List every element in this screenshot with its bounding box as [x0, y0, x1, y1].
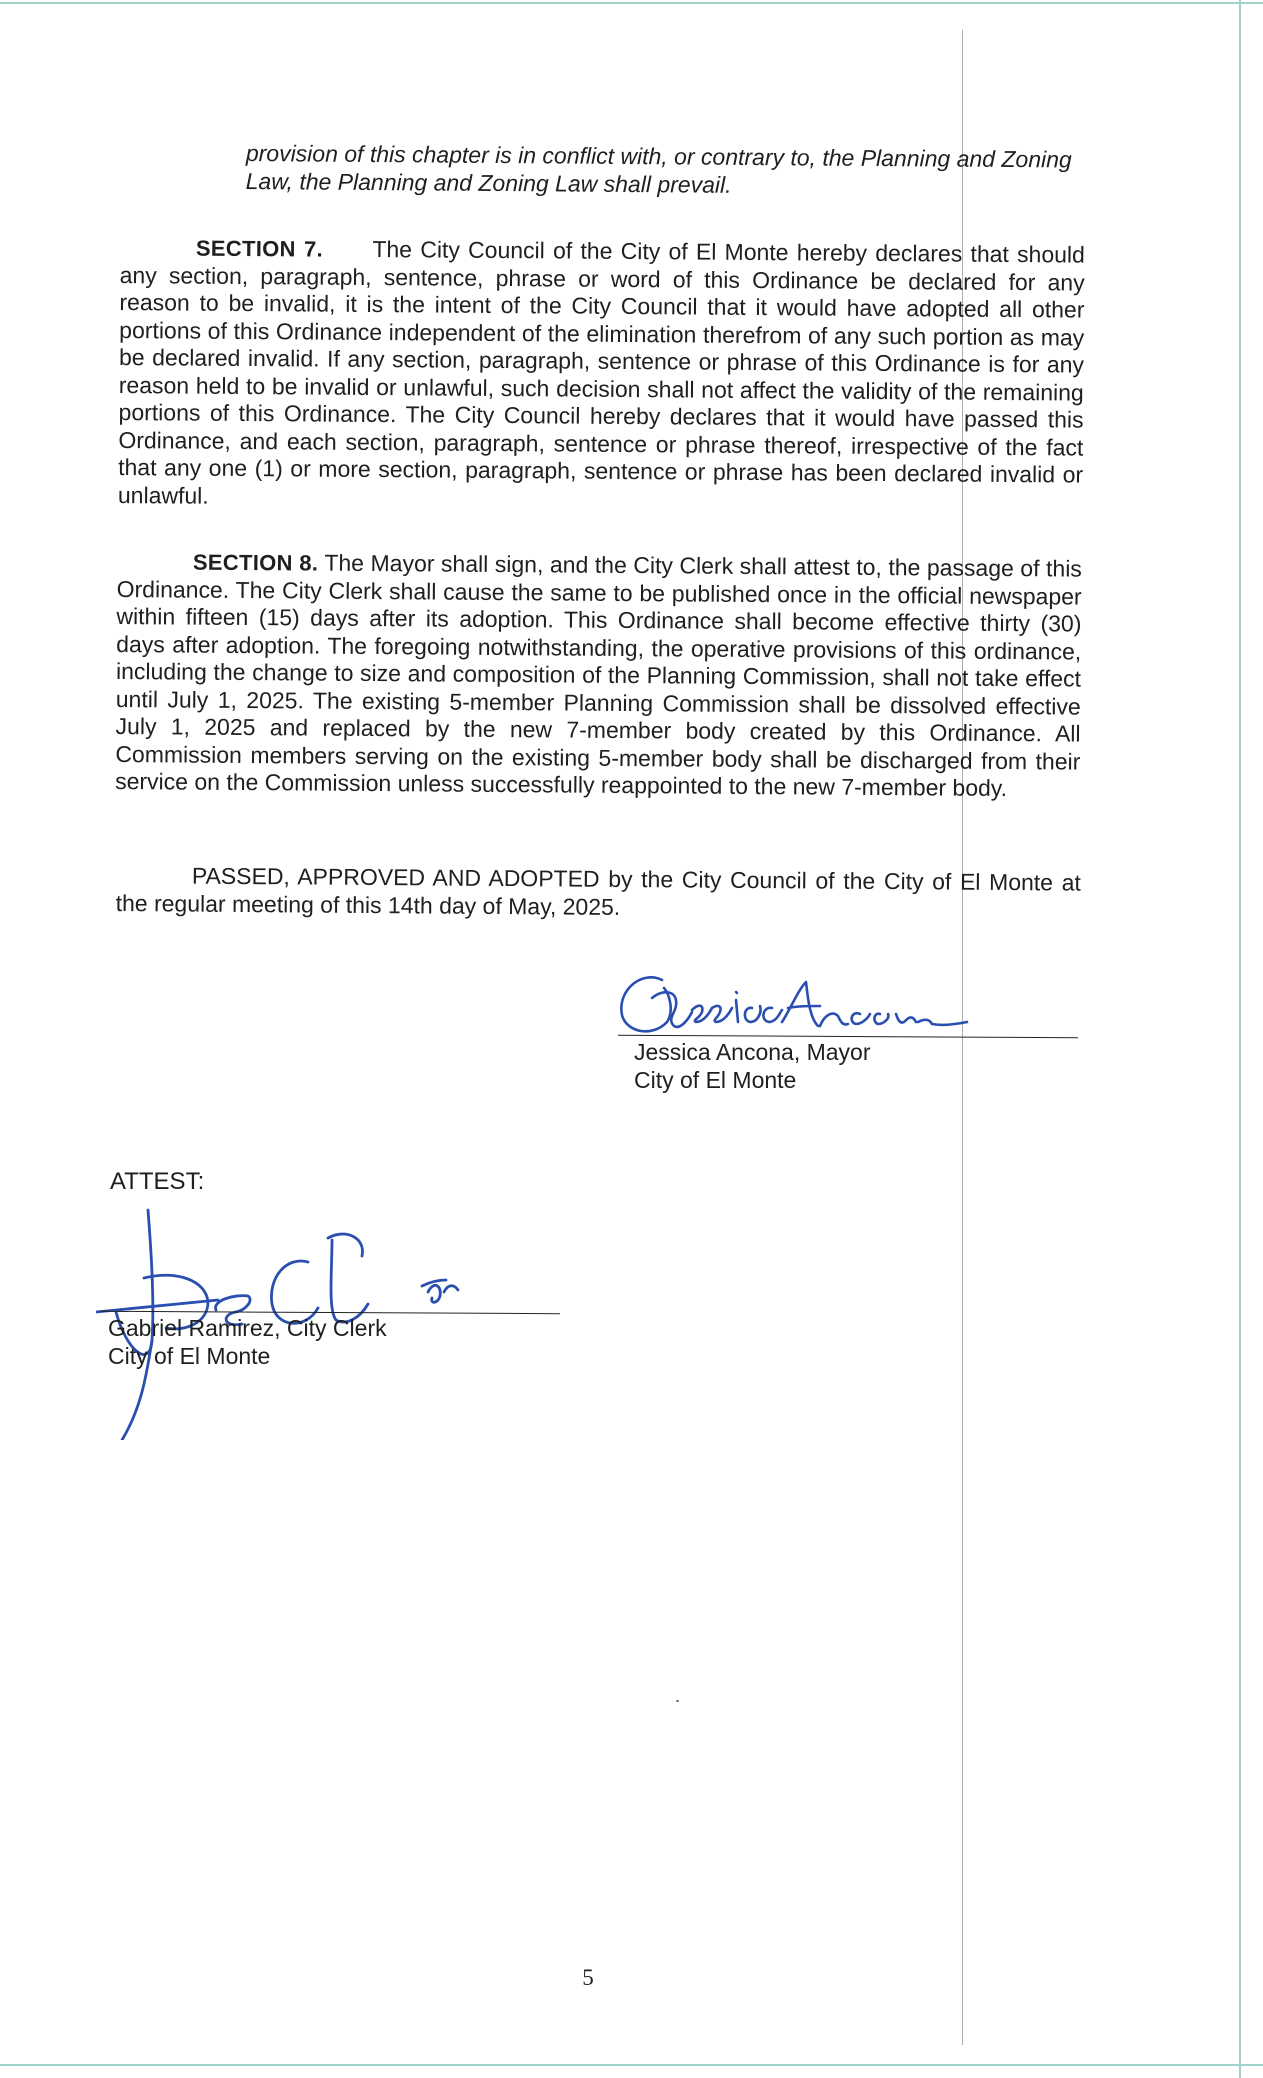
section-8-heading: SECTION 8. — [192, 549, 319, 576]
mayor-city: City of El Monte — [634, 1067, 797, 1093]
section-7-body: The City Council of the City of El Monte hereby declares that should any section, paragraph, sentence, phrase or word of this Ordinance be declared for any reason to be invalid, it is the intent of the City Council that it would have adopted all other portions of this Ordinance independent of the elimination therefrom of any such portion as may be declared invalid. If any section, paragraph, sentence or phrase of this Ordinance is for any reason held to be invalid or unlawful, such decision shall not affect the validity of the remaining portions of this Ordinance. The City Council hereby declares that it would have passed this Ordinance, and each section, paragraph, sentence or phrase thereof, irrespective of the fact that any one (1) or more section, paragraph, sentence or phrase has been declared invalid or unlawful. — [117, 235, 1085, 509]
page-number: 5 — [582, 1965, 594, 1990]
scan-edge-bottom — [0, 2064, 1263, 2066]
passed-body: by the City Council of the City of El Monte at the regular meeting of this 14th day of May, 2025. — [115, 865, 1081, 920]
section-8-paragraph — [115, 548, 1082, 803]
passed-lead: PASSED, APPROVED AND ADOPTED — [191, 862, 600, 892]
scan-speck — [676, 1700, 679, 1702]
provision-paragraph: provision of this chapter is in conflict with, or contrary to, the Planning and Zoning Law, the Planning and Zoning Law shall prevail. — [245, 140, 1072, 198]
mayor-name-title: Jessica Ancona, Mayor — [634, 1039, 871, 1065]
passed-paragraph — [116, 862, 1081, 925]
clerk-signature-block — [108, 1314, 387, 1370]
scan-edge-right — [1239, 0, 1241, 2078]
mayor-signature-block — [634, 1038, 871, 1094]
scan-edge-top — [0, 2, 1263, 4]
section-8-body: The Mayor shall sign, and the City Clerk shall attest to, the passage of this Ordinance. The City Clerk shall cause the same to be published once in the official newspaper within fifteen (15) days after its adoption. This Ordinance shall become effective thirty (30) days after adoption. The foregoing notwithstanding, the operative provisions of this ordinance, including the change to size and composition of the Planning Commission, shall not take effect until July 1, 2025. The existing 5-member Planning Commission shall be dissolved effective July 1, 2025 and replaced by the new 7-member body created by this Ordinance. All Commission members serving on the existing 5-member body shall be discharged from their service on the Commission unless successfully reappointed to the new 7-member body. — [115, 549, 1082, 801]
section-7-paragraph — [118, 234, 1085, 517]
attest-label: ATTEST: — [110, 1168, 205, 1195]
clerk-name-title: Gabriel Ramirez, City Clerk — [108, 1315, 387, 1341]
section-7-heading: SECTION 7. — [195, 235, 324, 262]
clerk-city: City of El Monte — [108, 1343, 271, 1369]
